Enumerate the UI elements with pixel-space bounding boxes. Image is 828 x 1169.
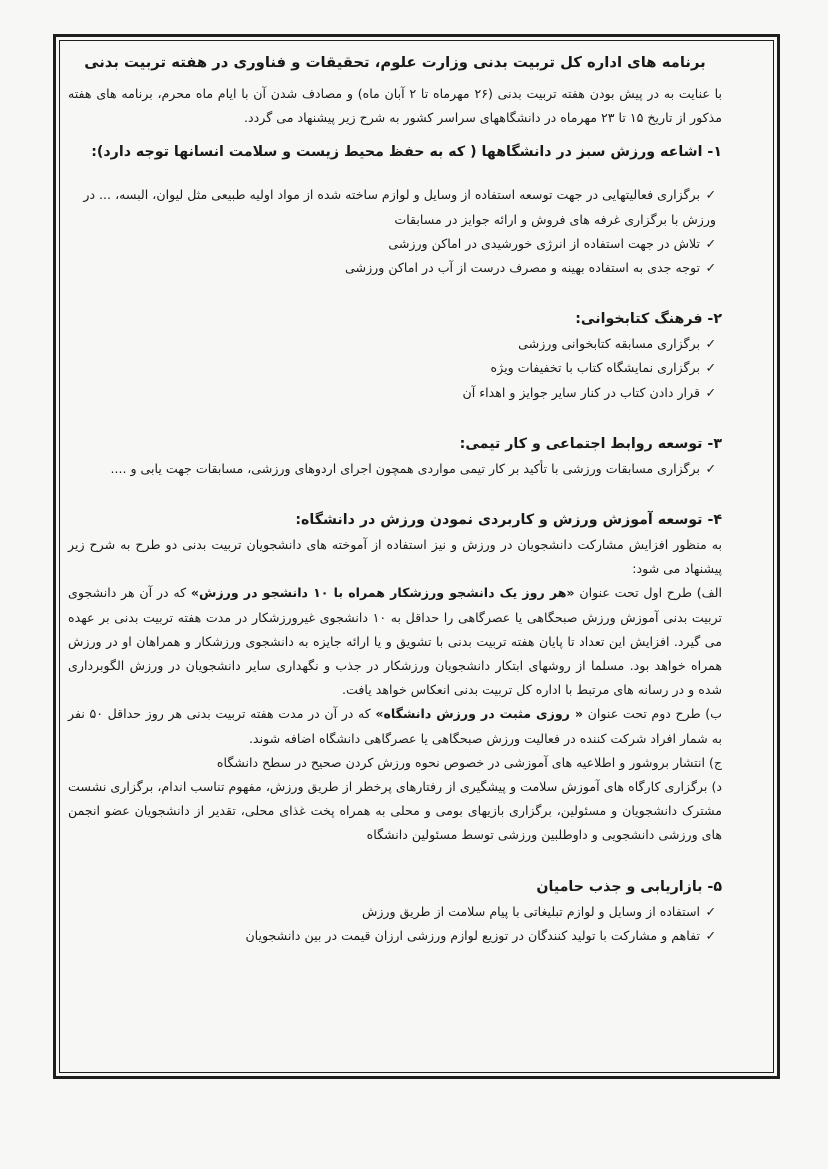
section-5-heading: ۵- بازاریابی و جذب حامیان bbox=[536, 878, 722, 895]
list-item: ✓برگزاری فعالیتهایی در جهت توسعه استفاده از وسایل و لوازم ساخته شده از مواد اولیه طبیعی مثل لیوان، البسه، ... در ورزش با برگزاری غرفه های فروش و ارائه جوایز در مسابقات bbox=[68, 183, 722, 231]
check-icon: ✓ bbox=[705, 336, 716, 352]
section-4-heading: ۴- توسعه آموزش ورزش و کاربردی نمودن ورزش در دانشگاه: bbox=[295, 512, 722, 529]
document-title: برنامه های اداره کل تربیت بدنی وزارت علوم، تحقیقات و فناوری در هفته تربیت بدنی bbox=[84, 54, 706, 71]
section-2-heading: ۲- فرهنگ کتابخوانی: bbox=[575, 311, 722, 328]
list-item: ✓برگزاری نمایشگاه کتاب با تخفیفات ویژه bbox=[68, 356, 722, 380]
list-item: ✓تفاهم و مشارکت با تولید کنندگان در توزیع لوازم ورزشی ارزان قیمت در بین دانشجویان bbox=[68, 924, 722, 948]
check-icon: ✓ bbox=[705, 384, 716, 400]
list-item: ✓قرار دادن کتاب در کنار سایر جوایز و اهداء آن bbox=[68, 381, 722, 405]
check-icon: ✓ bbox=[705, 460, 716, 476]
check-icon: ✓ bbox=[705, 187, 716, 203]
document-body bbox=[68, 48, 722, 948]
check-icon: ✓ bbox=[705, 235, 716, 251]
list-item: ✓تلاش در جهت استفاده از انرژی خورشیدی در اماکن ورزشی bbox=[68, 232, 722, 256]
list-item: ✓توجه جدی به استفاده بهینه و مصرف درست از آب در اماکن ورزشی bbox=[68, 256, 722, 280]
plan-c-paragraph: ج) انتشار بروشور و اطلاعیه های آموزشی در خصوص نحوه ورزش کردن صحیح در سطح دانشگاه bbox=[216, 754, 722, 770]
check-icon: ✓ bbox=[705, 903, 716, 919]
intro-paragraph: با عنایت به در پیش بودن هفته تربیت بدنی (۲۶ مهرماه تا ۲ آبان ماه) و مصادف شدن آن با ایام ماه محرم، برنامه های هفته مذکور از تاریخ ۱۵ تا ۲۳ مهرماه در دانشگاههای سراسر کشور به شرح زیر پیشنهاد می گردد. bbox=[68, 86, 722, 126]
check-icon: ✓ bbox=[705, 260, 716, 276]
section-3-heading: ۳- توسعه روابط اجتماعی و کار تیمی: bbox=[459, 435, 722, 452]
list-item: ✓برگزاری مسابقه کتابخوانی ورزشی bbox=[68, 332, 722, 356]
plan-a-paragraph: الف) طرح اول تحت عنوان «هر روز یک دانشجو ورزشکار همراه با ۱۰ دانشجو در ورزش» که در آن هر دانشجوی تربیت بدنی آموزش ورزش صبحگاهی یا عصرگاهی را حداقل به ۱۰ دانشجوی غیرورزشکار در مدت هفته تربیت بدنی بر عهده می گیرد. افزایش این تعداد تا پایان هفته تربیت بدنی با تشویق و یا ارائه جایزه به دانشجوی ورزشکار و همراهان او در ورزش همراه خواهد بود. مسلما از روشهای ابتکار دانشجویان ورزشکار در جذب و نگهداری سایر دانشجویان در ورزش الگوبرداری شده و در رسانه های مرتبط با اداره کل تربیت بدنی انعکاس خواهد یافت. bbox=[68, 585, 723, 698]
section-1-heading: ۱- اشاعه ورزش سبز در دانشگاهها ( که به حفظ محیط زیست و سلامت انسانها توجه دارد): bbox=[91, 144, 722, 161]
list-item: ✓استفاده از وسایل و لوازم تبلیغاتی با پیام سلامت از طریق ورزش bbox=[68, 900, 722, 924]
plan-b-paragraph: ب) طرح دوم تحت عنوان « روزی مثبت در ورزش دانشگاه» که در آن در مدت هفته تربیت بدنی هر روز حداقل ۵۰ نفر به شمار افراد شرکت کننده در فعالیت ورزش صبحگاهی یا عصرگاهی دانشگاه اضافه شوند. bbox=[68, 706, 722, 746]
check-icon: ✓ bbox=[705, 360, 716, 376]
list-item: ✓برگزاری مسابقات ورزشی با تأکید بر کار تیمی مواردی همچون اجرای اردوهای ورزشی، مسابقات جهت یابی و .... bbox=[68, 457, 722, 481]
check-icon: ✓ bbox=[705, 927, 716, 943]
plan-d-paragraph: د) برگزاری کارگاه های آموزش سلامت و پیشگیری از رفتارهای پرخطر از طریق ورزش، مفهوم تناسب اندام، برگزاری نشست مشترک دانشجویان و مسئولین، برگزاری بازیهای بومی و محلی به همراه پخت غذای محلی، تقدیر از دانشجویان عضو انجمن های ورزشی دانشجویی و داوطلبین ورزشی توسط مسئولین دانشگاه bbox=[68, 779, 722, 843]
section-4-intro: به منظور افزایش مشارکت دانشجویان در ورزش و نیز استفاده از آموخته های دانشجویان تربیت بدنی دو طرح به شرح زیر پیشنهاد می شود: bbox=[68, 537, 722, 577]
